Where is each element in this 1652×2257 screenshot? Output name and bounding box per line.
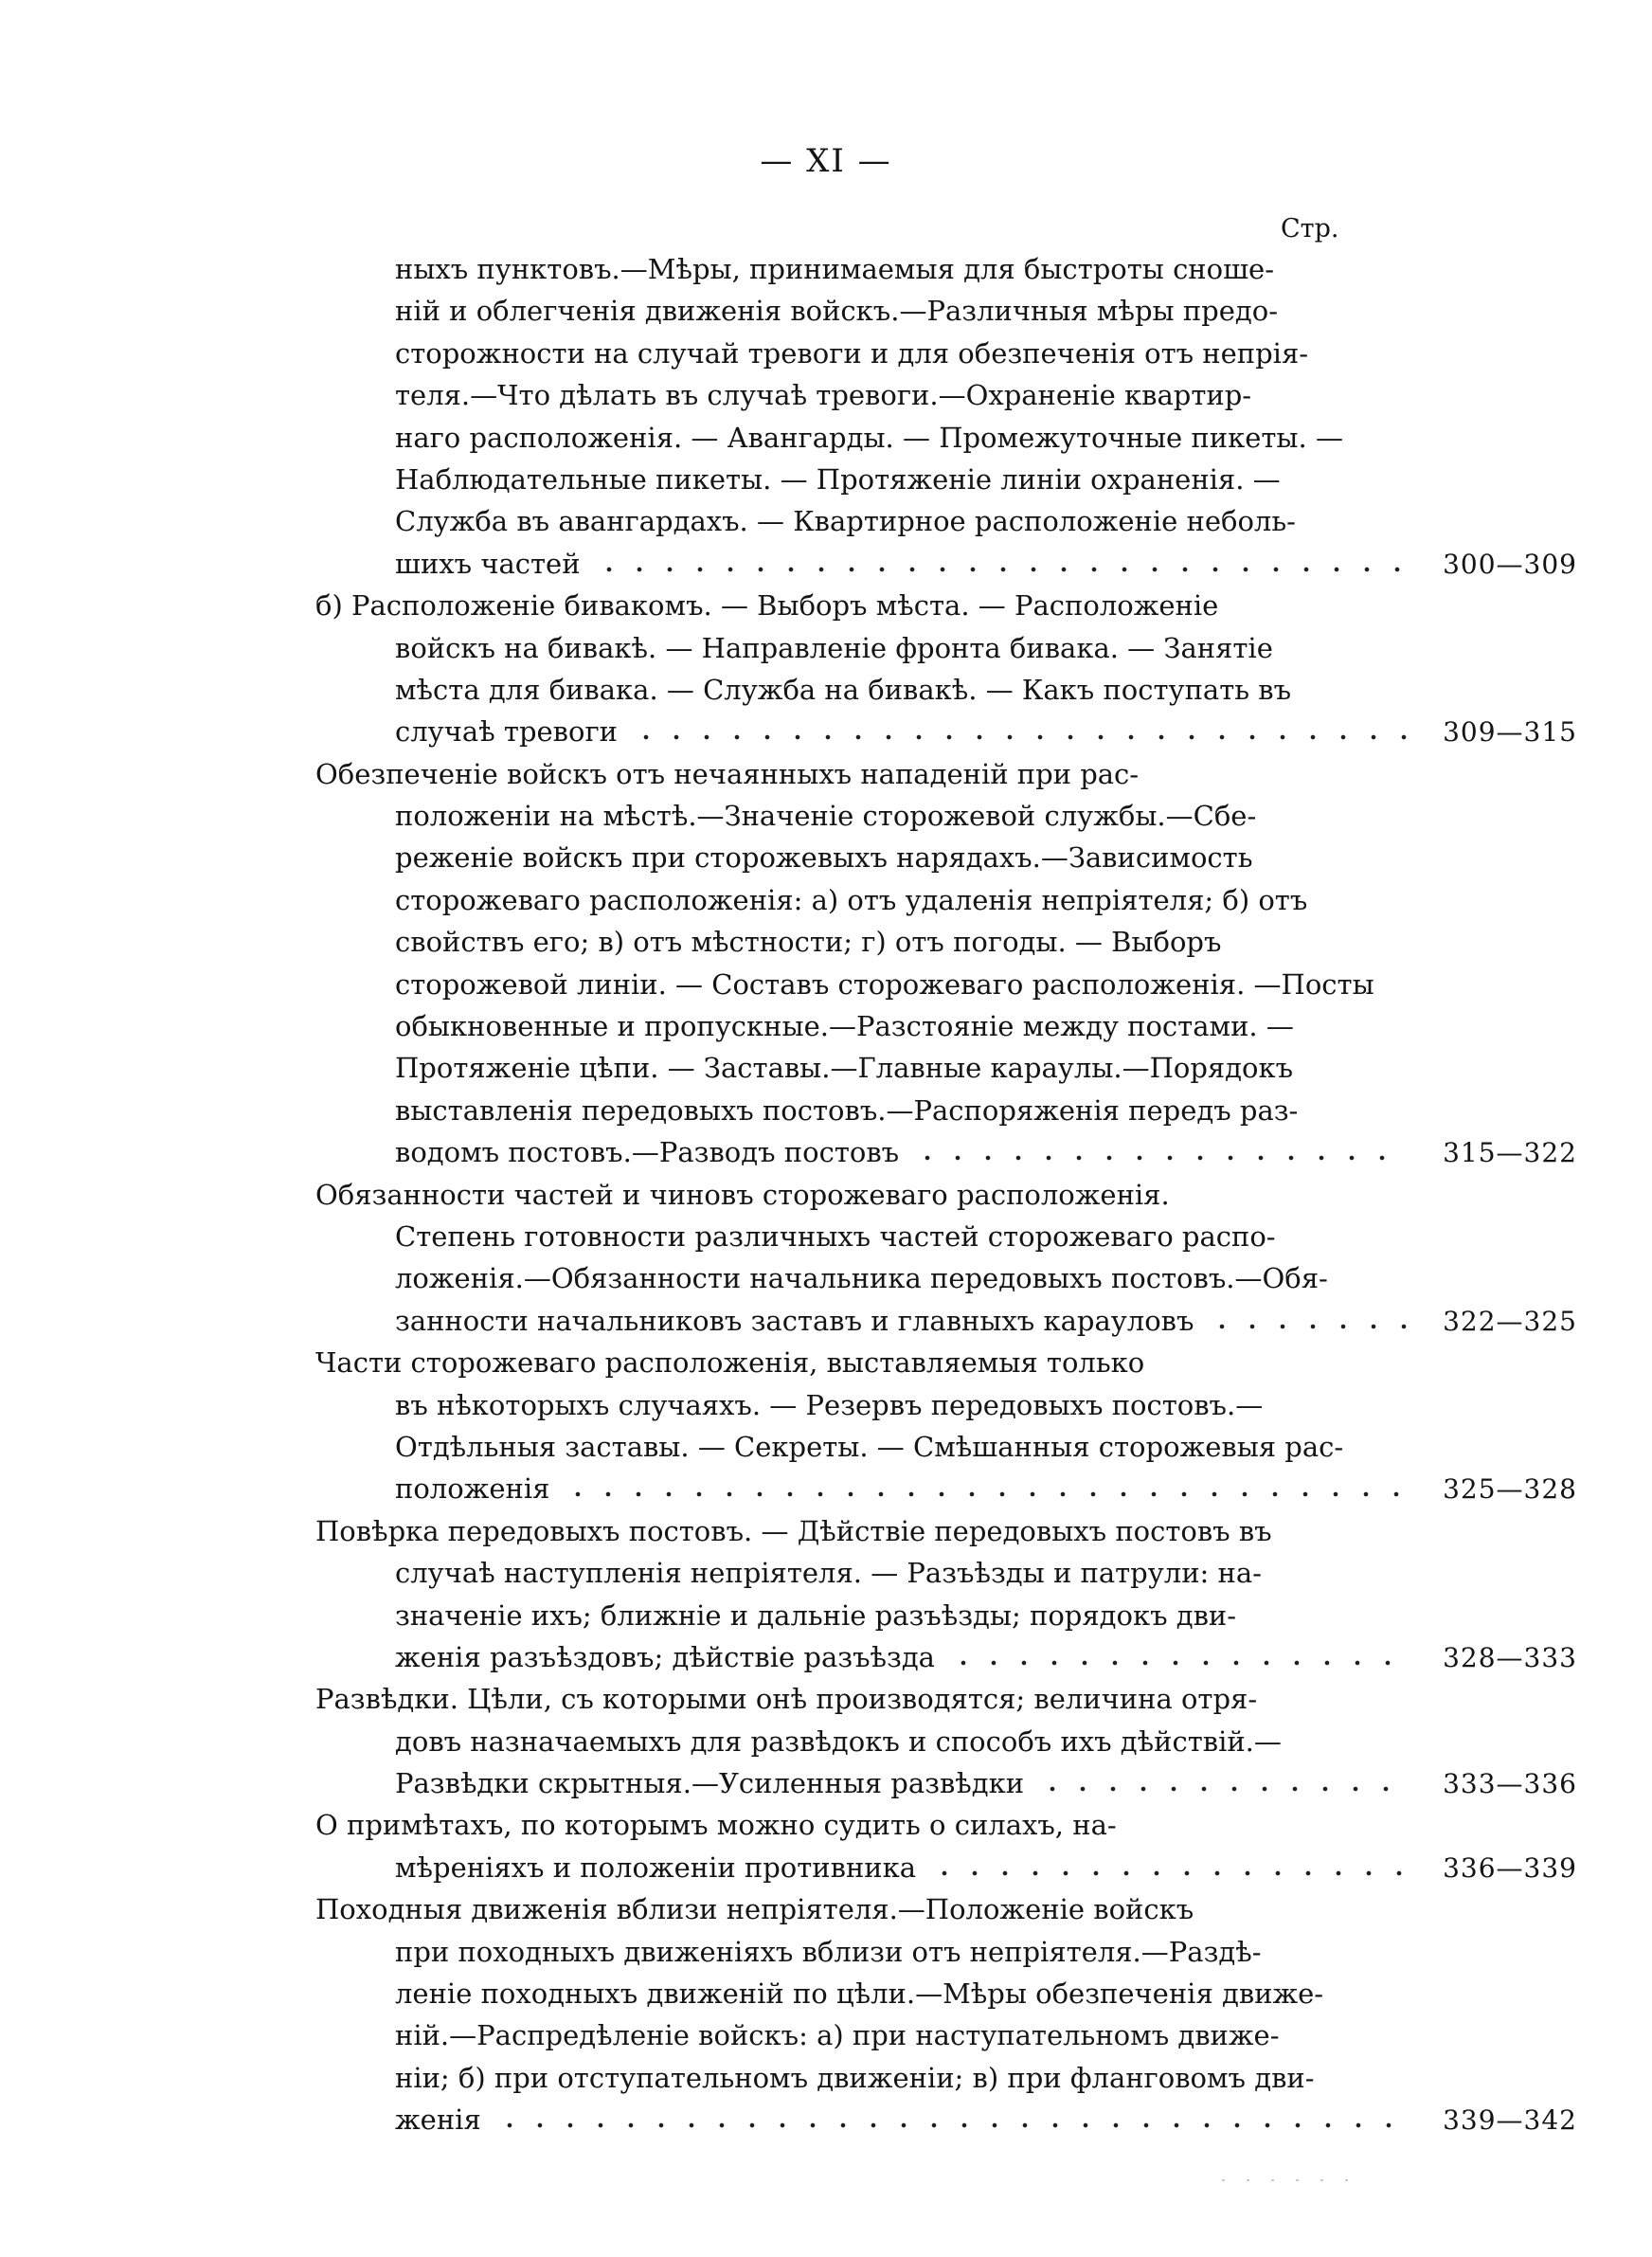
toc-entry-line [315, 1300, 1577, 1342]
toc-entry-text: значеніе ихъ; ближніе и дальніе разъѣзды; порядокъ дви- [395, 1598, 1237, 1632]
toc-entry-text: леніе походныхъ движеній по цѣли.—Мѣры обезпеченія движе- [395, 1977, 1324, 2011]
pages-column-label: Стр. [1281, 214, 1339, 244]
toc-entry [315, 585, 1577, 753]
toc-entry-text: занности начальниковъ заставъ и главныхъ карауловъ [395, 1304, 1194, 1337]
toc-entry-text: б) Расположеніе бивакомъ. — Выборъ мѣста. — Расположеніе [315, 589, 1219, 623]
toc-entry-line [315, 333, 1420, 374]
toc-entry-line [315, 1257, 1420, 1299]
toc-entry-line [315, 1847, 1577, 1888]
toc-entry-text: наго расположенія. — Авангарды. — Промежуточные пикеты. — [395, 421, 1343, 454]
toc-entry-line [315, 1174, 1420, 1216]
toc-entry-text: ніи; б) при отступательномъ движеніи; в) при фланговомъ дви- [395, 2061, 1315, 2094]
toc-entry-line [315, 1804, 1420, 1846]
toc-entry-text: Развѣдки. Цѣли, съ которыми онѣ производятся; величина отря- [315, 1683, 1258, 1716]
toc-entry-text: положенія [395, 1472, 550, 1506]
toc-entry-text: довъ назначаемыхъ для развѣдокъ и способъ ихъ дѣйствій.— [395, 1724, 1282, 1758]
toc-entry-line [315, 711, 1577, 752]
toc-entry-line [315, 2099, 1577, 2140]
toc-entry-text: ныхъ пунктовъ.—Мѣры, принимаемыя для быстроты сноше- [395, 253, 1275, 285]
toc-entry-line [315, 1595, 1420, 1636]
toc-entry-line [315, 1552, 1420, 1594]
toc-entry-pages: 315—322 [1443, 1137, 1577, 1169]
toc-entry [315, 248, 1577, 585]
toc-entry-line [315, 1005, 1420, 1047]
toc-entry-line [315, 1510, 1420, 1552]
toc-entry-text: реженіе войскъ при сторожевыхъ нарядахъ.—Зависимость [395, 841, 1253, 875]
toc-entry-line [315, 1216, 1420, 1257]
toc-entry-line [315, 627, 1420, 669]
toc-entry-line [315, 2014, 1420, 2056]
toc-entry-text: войскъ на бивакѣ. — Направленіе фронта бивака. — Занятіе [395, 631, 1273, 664]
toc-entry-pages: 336—339 [1443, 1851, 1577, 1884]
toc-entry-pages: 328—333 [1443, 1641, 1577, 1673]
toc-entry-text: мѣреніяхъ и положеніи противника [395, 1851, 917, 1884]
toc-entry-line [315, 964, 1420, 1005]
toc-entry-line [315, 1931, 1420, 1973]
toc-entry [315, 1342, 1577, 1510]
toc-entry-line [315, 879, 1420, 921]
toc-entry-text: ній и облегченія движенія войскъ.—Различныя мѣры предо- [395, 295, 1279, 328]
toc-entry-text: сторожевой линіи. — Составъ сторожеваго расположенія. —Посты [395, 967, 1374, 1001]
dot-leader [631, 733, 1409, 741]
toc-entry-text: шихъ частей [395, 547, 581, 580]
toc-entry-text: ложенія.—Обязанности начальника передовыхъ постовъ.—Обя- [395, 1262, 1328, 1295]
toc-entry-text: О примѣтахъ, по которымъ можно судить о силахъ, на- [315, 1809, 1117, 1842]
toc-entry-pages: 339—342 [1443, 2104, 1577, 2137]
toc-entry-line [315, 1973, 1420, 2014]
toc-entry [315, 1510, 1577, 1679]
toc-entry [315, 1888, 1577, 2140]
toc-entry-pages: 322—325 [1443, 1305, 1577, 1337]
toc-entry-line [315, 837, 1420, 878]
toc-entry-text: свойствъ его; в) отъ мѣстности; г) отъ погоды. — Выборъ [395, 926, 1222, 959]
toc-entry-text: ній.—Распредѣленіе войскъ: а) при наступательномъ движе- [395, 2019, 1280, 2052]
dot-leader [1037, 1785, 1409, 1793]
toc-entry-line [315, 290, 1420, 332]
toc-entry-line [315, 585, 1420, 626]
toc-entry [315, 1678, 1577, 1804]
toc-entry-text: положеніи на мѣстѣ.—Значеніе сторожевой службы.—Сбе- [395, 800, 1257, 833]
toc-entry-line [315, 248, 1420, 290]
toc-entry-line [315, 1468, 1577, 1509]
table-of-contents [315, 248, 1577, 2141]
toc-entry-line [315, 1342, 1420, 1383]
toc-entry-text: Повѣрка передовыхъ постовъ. — Дѣйствіе передовыхъ постовъ въ [315, 1514, 1272, 1547]
dot-leader [494, 2122, 1409, 2129]
toc-entry-text: мѣста для бивака. — Служба на бивакѣ. — Какъ поступать въ [395, 673, 1292, 706]
toc-entry-line [315, 1047, 1420, 1089]
toc-entry-line [315, 795, 1420, 837]
toc-entry-text: въ нѣкоторыхъ случаяхъ. — Резервъ передовыхъ постовъ.— [395, 1388, 1264, 1421]
scan-speckle [1222, 2179, 1355, 2181]
dot-leader [948, 1659, 1409, 1667]
toc-entry-text: Обязанности частей и чиновъ сторожеваго расположенія. [315, 1178, 1170, 1211]
dot-leader [1207, 1323, 1409, 1330]
toc-entry-line [315, 1131, 1577, 1173]
toc-entry-line [315, 1426, 1420, 1468]
toc-entry-pages: 333—336 [1443, 1768, 1577, 1800]
page-folio: — XI — [760, 142, 892, 180]
toc-entry-text: при походныхъ движеніяхъ вблизи отъ непріятеля.—Раздѣ- [395, 1935, 1262, 1968]
toc-entry-pages: 325—328 [1443, 1473, 1577, 1506]
toc-entry-line [315, 1636, 1577, 1678]
toc-entry-text: Обезпеченіе войскъ отъ нечаянныхъ нападеній при рас- [315, 757, 1140, 790]
toc-entry-line [315, 417, 1420, 459]
dot-leader [563, 1490, 1409, 1498]
toc-entry-text: Отдѣльныя заставы. — Секреты. — Смѣшанныя сторожевыя рас- [395, 1430, 1344, 1463]
toc-entry-pages: 309—315 [1443, 716, 1577, 749]
dot-leader [929, 1869, 1409, 1877]
toc-entry-line [315, 1888, 1420, 1930]
toc-entry-text: водомъ постовъ.—Разводъ постовъ [395, 1136, 900, 1169]
toc-entry-text: женія разъѣздовъ; дѣйствіе разъѣзда [395, 1640, 935, 1673]
toc-entry-line [315, 1090, 1420, 1131]
toc-entry-text: женія [395, 2104, 481, 2137]
toc-entry-line [315, 500, 1420, 542]
toc-entry-text: Части сторожеваго расположенія, выставляемыя только [315, 1346, 1145, 1380]
toc-entry-line [315, 543, 1577, 585]
toc-entry-line [315, 669, 1420, 711]
dot-leader [594, 566, 1409, 573]
toc-entry-line [315, 1721, 1420, 1762]
toc-entry-text: сторожности на случай тревоги и для обезпеченія отъ непрія- [395, 336, 1309, 370]
toc-entry-text: Развѣдки скрытныя.—Усиленныя развѣдки [395, 1767, 1025, 1800]
toc-entry-text: выставленія передовыхъ постовъ.—Распоряженія передъ раз- [395, 1093, 1299, 1127]
toc-entry-line [315, 1762, 1577, 1804]
toc-entry-text: Наблюдательные пикеты. — Протяженіе линіи охраненія. — [395, 462, 1281, 496]
toc-entry-text: Протяженіе цѣпи. — Заставы.—Главные караулы.—Порядокъ [395, 1052, 1294, 1085]
toc-entry-text: теля.—Что дѣлать въ случаѣ тревоги.—Охраненіе квартир- [395, 379, 1252, 412]
toc-entry-pages: 300—309 [1443, 548, 1577, 580]
toc-entry [315, 753, 1577, 1174]
toc-entry-text: случаѣ тревоги [395, 715, 618, 749]
toc-entry-line [315, 1678, 1420, 1720]
toc-entry-text: Степень готовности различныхъ частей сторожеваго распо- [395, 1219, 1276, 1253]
dot-leader [912, 1154, 1409, 1162]
toc-entry [315, 1174, 1577, 1343]
toc-entry-line [315, 459, 1420, 500]
toc-entry-line [315, 374, 1420, 416]
toc-entry-line [315, 2057, 1420, 2099]
toc-entry-text: Служба въ авангардахъ. — Квартирное расположеніе неболь- [395, 505, 1296, 538]
toc-entry-text: Походныя движенія вблизи непріятеля.—Положеніе войскъ [315, 1893, 1194, 1926]
toc-entry-text: случаѣ наступленія непріятеля. — Разъѣзды и патрули: на- [395, 1557, 1262, 1590]
toc-entry [315, 1804, 1577, 1888]
toc-entry-line [315, 1384, 1420, 1426]
toc-entry-text: обыкновенные и пропускные.—Разстояніе между постами. — [395, 1010, 1294, 1043]
toc-entry-text: сторожеваго расположенія: а) отъ удаленія непріятеля; б) отъ [395, 883, 1308, 916]
toc-entry-line [315, 753, 1420, 795]
toc-entry-line [315, 921, 1420, 963]
